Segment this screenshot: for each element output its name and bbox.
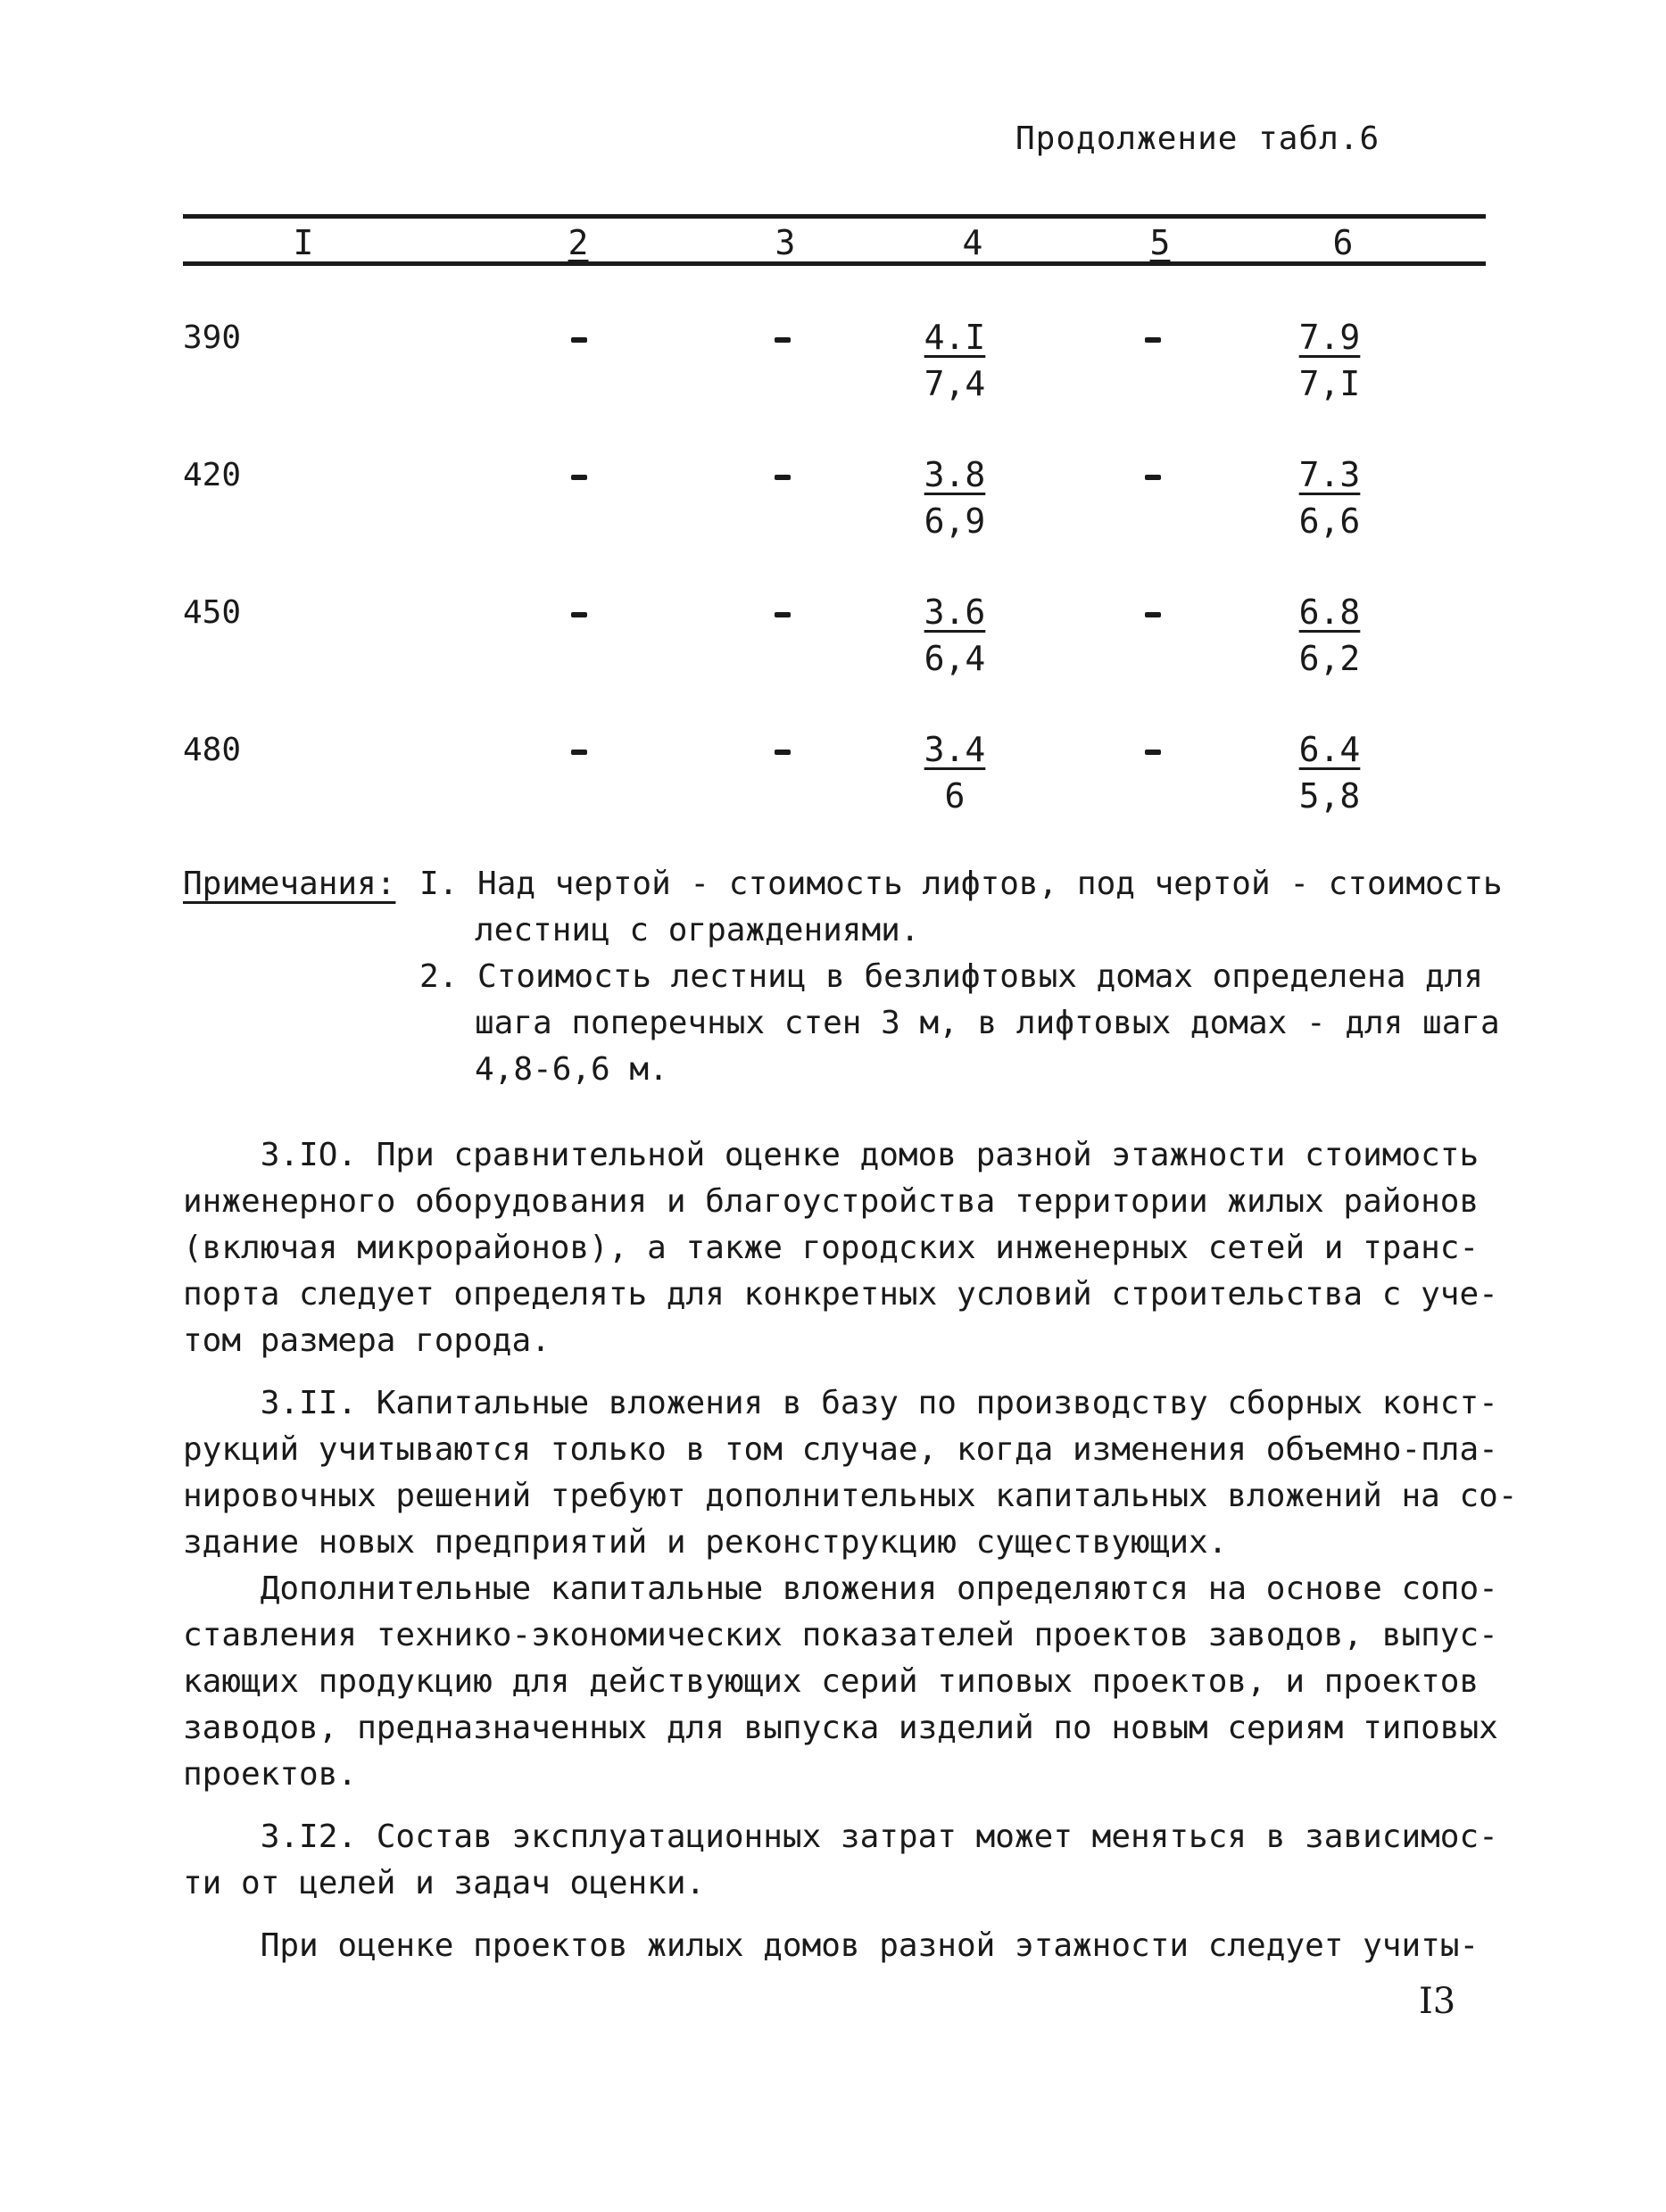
note-line: лестниц с ограждениями. [475,912,920,949]
fraction-cell [892,589,1017,682]
column-header-5: 5 [1149,223,1171,262]
fraction-denominator: 6,4 [924,639,986,678]
paragraph-line: нировочных решений требуют дополнительных капитальных вложений на со- [183,1478,1518,1514]
fraction-numerator: 3.4 [924,730,986,769]
fraction-cell [1267,452,1392,544]
column-header-4: 4 [962,223,983,262]
dash-cell [1145,750,1161,755]
fraction-denominator: 7,I [1298,364,1361,403]
note-line: 4,8-6,6 м. [475,1051,668,1088]
paragraph-line: том размера города. [183,1322,551,1359]
fraction-numerator: 7.9 [1298,318,1361,357]
note-line: I. Над чертой - стоимость лифтов, под чертой - стоимость [419,866,1503,902]
row-label: 480 [183,732,242,768]
dash-cell [1145,612,1161,617]
paragraph-line: 3.II. Капитальные вложения в базу по производству сборных конст- [183,1385,1498,1421]
dash-cell [571,475,587,480]
fraction-denominator: 7,4 [924,364,986,403]
row-label: 450 [183,594,242,631]
fraction-numerator: 7.3 [1298,455,1361,494]
dash-cell [571,337,587,343]
fraction-cell [1267,314,1392,407]
dash-cell [775,612,791,617]
fraction-cell [892,452,1017,544]
dash-cell [1145,337,1161,343]
fraction-cell [1267,726,1392,819]
table-top-rule [183,214,1486,219]
fraction-denominator: 6,2 [1298,639,1361,678]
paragraph-line: рукций учитываются только в том случае, когда изменения объемно-пла- [183,1431,1498,1468]
fraction-denominator: 6,6 [1298,501,1361,541]
note-line: 2. Стоимость лестниц в безлифтовых домах определена для [419,958,1484,995]
dash-cell [571,612,587,617]
paragraph-line: здание новых предприятий и реконструкцию существующих. [183,1524,1228,1561]
dash-cell [775,750,791,755]
fraction-cell [1267,589,1392,682]
dash-cell [775,475,791,480]
dash-cell [775,337,791,343]
table-caption: Продолжение табл.6 [1015,120,1380,157]
notes-label: Примечания: [183,866,396,902]
dash-cell [571,750,587,755]
column-header-1: I [293,223,314,262]
paragraph-line: 3.I2. Состав эксплуатационных затрат может меняться в зависимос- [183,1818,1498,1855]
dash-cell [1145,475,1161,480]
fraction-denominator: 5,8 [1298,776,1361,816]
paragraph-line: порта следует определять для конкретных условий строительства с уче- [183,1276,1498,1313]
page-number: I3 [1419,1981,1456,2022]
paragraph-line: ти от целей и задач оценки. [183,1865,706,1901]
paragraph-line: инженерного оборудования и благоустройства территории жилых районов [183,1183,1480,1220]
paragraph-line: При оценке проектов жилых домов разной этажности следует учиты- [183,1927,1480,1964]
fraction-numerator: 6.4 [1298,730,1361,769]
fraction-numerator: 6.8 [1298,592,1361,632]
fraction-cell [892,314,1017,407]
paragraph-line: кающих продукцию для действующих серий типовых проектов, и проектов [183,1663,1480,1700]
paragraph-line: ставления технико-экономических показателей проектов заводов, выпус- [183,1617,1498,1653]
column-header-2: 2 [568,223,589,262]
paragraph-line: 3.IO. При сравнительной оценке домов разной этажности стоимость [183,1137,1480,1173]
fraction-numerator: 3.8 [924,455,986,494]
paragraph-line: проектов. [183,1756,358,1793]
fraction-denominator: 6,9 [924,501,986,541]
fraction-numerator: 4.I [924,318,986,357]
fraction-denominator: 6 [944,776,966,816]
table-header-rule [183,261,1486,266]
column-header-6: 6 [1332,223,1354,262]
fraction-numerator: 3.6 [924,592,986,632]
paragraph-line: Дополнительные капитальные вложения определяются на основе сопо- [183,1570,1498,1607]
fraction-cell [892,726,1017,819]
row-label: 420 [183,457,242,493]
row-label: 390 [183,319,242,356]
note-line: шага поперечных стен 3 м, в лифтовых домах - для шага [475,1005,1500,1041]
paragraph-line: (включая микрорайонов), а также городских инженерных сетей и транс- [183,1230,1480,1266]
paragraph-line: заводов, предназначенных для выпуска изделий по новым сериям типовых [183,1710,1498,1746]
column-header-3: 3 [775,223,796,262]
